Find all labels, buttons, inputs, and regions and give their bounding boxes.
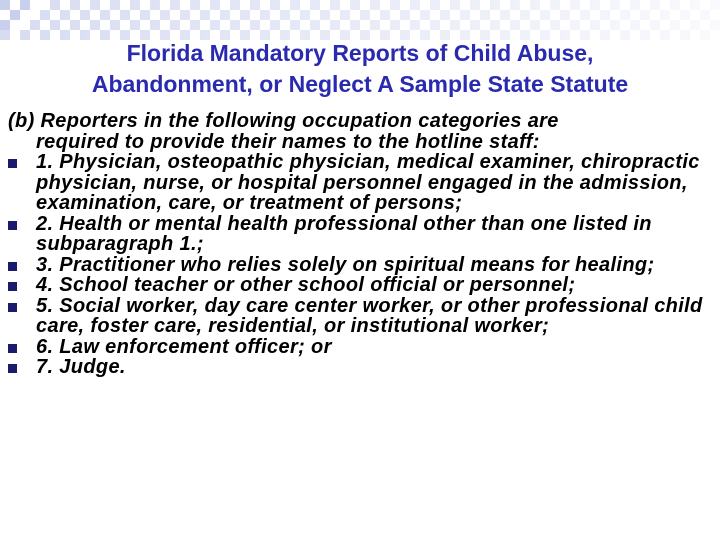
list-item [8, 152, 714, 214]
list-item [8, 296, 714, 337]
list-item-text: 7. Judge. [36, 356, 126, 378]
slide-title [10, 38, 710, 100]
list-item [8, 275, 714, 296]
list-item-text: 1. Physician, osteopathic physician, medical examiner, chiropractic physician, nurse, or hospital personnel engaged in the admission, examination, care, or treatment of persons; [36, 151, 700, 214]
list-item [8, 255, 714, 276]
square-bullet-icon [8, 303, 17, 312]
intro-line2: required to provide their names to the hotline staff: [36, 130, 540, 153]
intro-paragraph [8, 111, 714, 152]
header-checker-fade [0, 0, 720, 40]
slide-title-line1: Florida Mandatory Reports of Child Abuse, [126, 40, 594, 66]
square-bullet-icon [8, 262, 17, 271]
list-item-text: 5. Social worker, day care center worker, or other professional child care, foster care, residential, or institutional worker; [36, 294, 703, 337]
list-item-text: 4. School teacher or other school official or personnel; [36, 274, 576, 296]
list-item [8, 337, 714, 358]
square-bullet-icon [8, 344, 17, 353]
slide-title-line2: Abandonment, or Neglect A Sample State Statute [91, 71, 629, 97]
square-bullet-icon [8, 159, 17, 168]
reporter-list [8, 152, 714, 378]
list-item-text: 6. Law enforcement officer; or [36, 335, 332, 358]
list-item-text: 2. Health or mental health professional other than one listed in subparagraph 1.; [36, 212, 652, 255]
list-item [8, 214, 714, 255]
square-bullet-icon [8, 364, 17, 373]
square-bullet-icon [8, 221, 17, 230]
list-item [8, 357, 714, 378]
square-bullet-icon [8, 282, 17, 291]
intro-line1: (b) Reporters in the following occupation categories are [8, 110, 559, 132]
list-item-text: 3. Practitioner who relies solely on spiritual means for healing; [36, 253, 655, 276]
slide-body [8, 111, 714, 378]
